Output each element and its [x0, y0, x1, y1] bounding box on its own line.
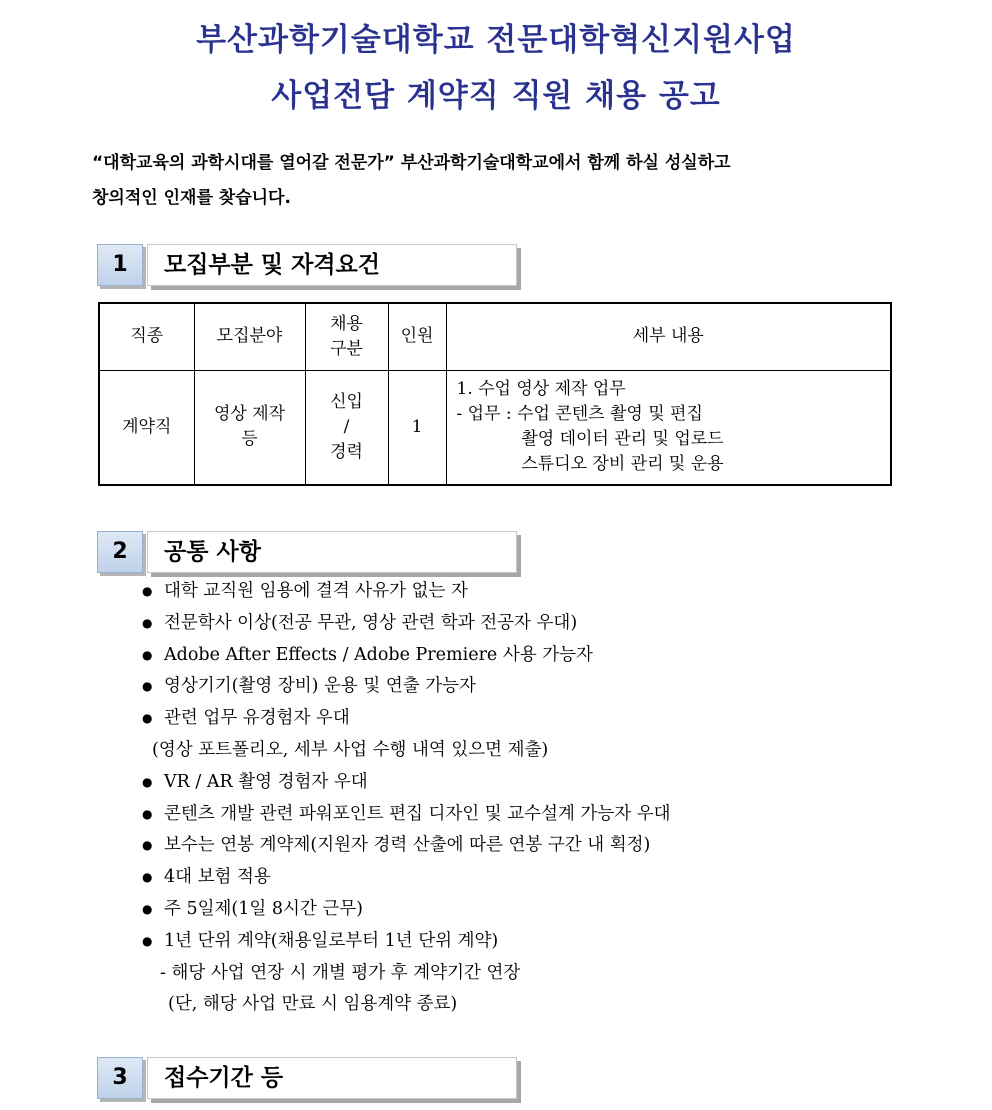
- section-title: 모집부분 및 자격요건: [164, 252, 380, 278]
- intro-line: “대학교육의 과학시대를 열어갈 전문가” 부산과학기술대학교에서 함께 하실 성실하고: [92, 153, 731, 173]
- list-item: ● 콘텐츠 개발 관련 파워포인트 편집 디자인 및 교수설계 가능자 우대: [142, 799, 922, 831]
- header-count: 인원: [388, 303, 446, 370]
- section-title-box: [147, 1057, 517, 1099]
- section-header-2: [97, 531, 523, 579]
- header-detail: 세부 내용: [446, 303, 891, 370]
- list-item: ● 대학 교직원 임용에 결격 사유가 없는 자: [142, 576, 922, 608]
- section-title-box: [147, 531, 517, 573]
- section-number: 3: [97, 1057, 143, 1099]
- list-item: ● 보수는 연봉 계약제(지원자 경력 산출에 따른 연봉 구간 내 획정): [142, 830, 922, 862]
- list-item-sub: (단, 해당 사업 만료 시 임용계약 종료): [168, 994, 458, 1015]
- list-item: ● VR / AR 촬영 경험자 우대: [142, 767, 922, 799]
- cell-job: 계약직: [99, 370, 194, 485]
- header-field: 모집분야: [194, 303, 305, 370]
- recruitment-table: [98, 302, 892, 486]
- cell-field-line: 영상 제작: [213, 404, 286, 425]
- list-item: ● 4대 보험 적용: [142, 862, 922, 894]
- cell-detail: [446, 370, 891, 485]
- header-type: [305, 303, 388, 370]
- cell-field: [194, 370, 305, 485]
- list-item: ● 관련 업무 유경험자 우대: [142, 703, 922, 735]
- cell-type-line: /: [343, 416, 350, 437]
- section-title: 접수기간 등: [164, 1065, 284, 1091]
- cell-type-line: 경력: [330, 441, 363, 462]
- list-item: ● Adobe After Effects / Adobe Premiere 사용 가능자: [142, 640, 922, 672]
- list-item: ● 영상기기(촬영 장비) 운용 및 연출 가능자: [142, 671, 922, 703]
- common-requirements-list: [142, 576, 922, 1021]
- list-item: ● 전문학사 이상(전공 무관, 영상 관련 학과 전공자 우대): [142, 608, 922, 640]
- section-title: 공통 사항: [164, 539, 261, 565]
- section-header-1: [97, 244, 523, 292]
- cell-type-line: 신입: [330, 391, 363, 412]
- list-item-note: (영상 포트폴리오, 세부 사업 수행 내역 있으면 제출): [152, 739, 549, 760]
- notice-title-line1: 부산과학기술대학교 전문대학혁신지원사업: [196, 22, 796, 58]
- list-item: ● 주 5일제(1일 8시간 근무): [142, 894, 922, 926]
- detail-line: 스튜디오 장비 관리 및 운용: [456, 454, 724, 475]
- cell-count: 1: [388, 370, 446, 485]
- header-job: 직종: [99, 303, 194, 370]
- table-row: [99, 370, 891, 485]
- intro-line: 창의적인 인재를 찾습니다.: [92, 188, 291, 208]
- header-type-line: 구분: [330, 338, 363, 359]
- intro-paragraph: [92, 146, 912, 216]
- cell-type: [305, 370, 388, 485]
- table-header-row: [99, 303, 891, 370]
- notice-title-line2: 사업전담 계약직 직원 채용 공고: [271, 78, 721, 114]
- detail-line: 1. 수업 영상 제작 업무: [456, 379, 626, 400]
- list-item-sub: - 해당 사업 연장 시 개별 평가 후 계약기간 연장: [160, 962, 521, 983]
- header-type-line: 채용: [330, 313, 363, 334]
- cell-field-line: 등: [241, 429, 258, 450]
- section-title-box: [147, 244, 517, 286]
- section-header-3: [97, 1057, 523, 1105]
- detail-line: - 업무 : 수업 콘텐츠 촬영 및 편집: [456, 404, 703, 425]
- detail-line: 촬영 데이터 관리 및 업로드: [456, 429, 724, 450]
- list-item: ● 1년 단위 계약(채용일로부터 1년 단위 계약): [142, 926, 922, 958]
- section-number: 2: [97, 531, 143, 573]
- section-number: 1: [97, 244, 143, 286]
